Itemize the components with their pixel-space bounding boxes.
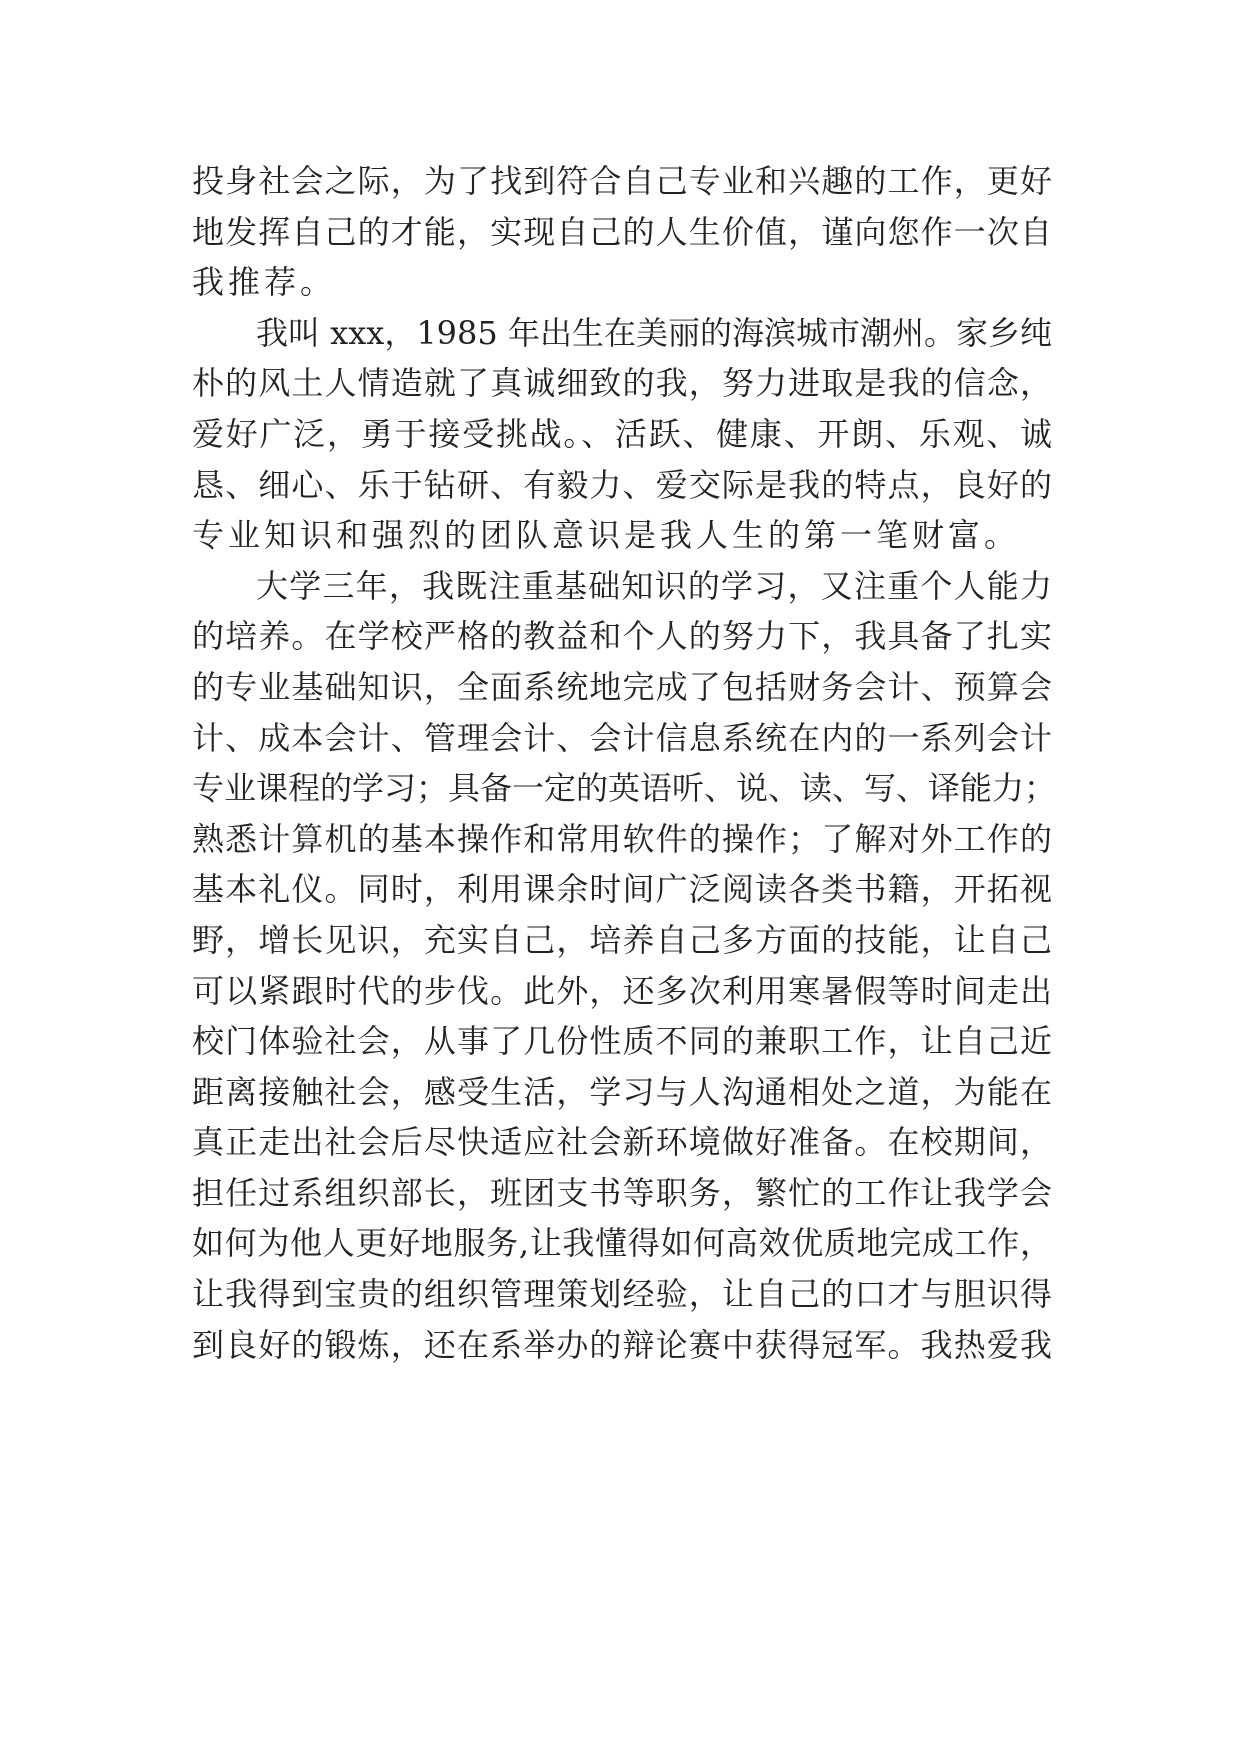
text-line: 让我得到宝贵的组织管理策划经验，让自己的口才与胆识得 <box>192 1275 1052 1314</box>
text-line: 爱好广泛，勇于接受挑战。、活跃、健康、开朗、乐观、诚 <box>192 414 1052 453</box>
text-line: 大学三年，我既注重基础知识的学习，又注重个人能力 <box>256 566 1052 605</box>
text-line: 野，增长见识，充实自己，培养自己多方面的技能，让自己 <box>192 920 1052 959</box>
text-line: 专业知识和强烈的团队意识是我人生的第一笔财富。 <box>192 516 1021 555</box>
text-line: 地发挥自己的才能，实现自己的人生价值，谨向您作一次自 <box>192 212 1052 251</box>
text-line: 的专业基础知识，全面系统地完成了包括财务会计、预算会 <box>192 667 1052 706</box>
text-line: 恳、细心、乐于钻研、有毅力、爱交际是我的特点，良好的 <box>192 465 1052 504</box>
text-line: 朴的风土人情造就了真诚细致的我，努力进取是我的信念， <box>192 364 1052 403</box>
text-line: 到良好的锻炼，还在系举办的辩论赛中获得冠军。我热爱我 <box>192 1325 1052 1364</box>
text-line: 基本礼仪。同时，利用课余时间广泛阅读各类书籍，开拓视 <box>192 870 1052 909</box>
text-line: 计、成本会计、管理会计、会计信息系统在内的一系列会计 <box>192 718 1052 757</box>
text-line: 我推荐。 <box>192 263 337 302</box>
text-line: 距离接触社会，感受生活，学习与人沟通相处之道，为能在 <box>192 1072 1052 1111</box>
text-line: 校门体验社会，从事了几份性质不同的兼职工作，让自己近 <box>192 1022 1052 1061</box>
paragraph-2 <box>192 308 1052 561</box>
text-line: 可以紧跟时代的步伐。此外，还多次利用寒暑假等时间走出 <box>192 971 1052 1010</box>
text-line: 如何为他人更好地服务,让我懂得如何高效优质地完成工作， <box>192 1224 1052 1263</box>
text-line: 我叫 xxx，1985 年出生在美丽的海滨城市潮州。家乡纯 <box>256 313 1052 352</box>
document-body <box>192 156 1057 1370</box>
paragraph-3 <box>192 561 1057 1371</box>
text-line: 担任过系组织部长，班团支书等职务，繁忙的工作让我学会 <box>192 1173 1052 1212</box>
text-line: 专业课程的学习；具备一定的英语听、说、读、写、译能力； <box>192 769 1057 808</box>
text-line: 投身社会之际，为了找到符合自己专业和兴趣的工作，更好 <box>192 162 1052 200</box>
paragraph-1 <box>192 156 1052 308</box>
text-line: 真正走出社会后尽快适应社会新环境做好准备。在校期间， <box>192 1123 1052 1162</box>
text-line: 的培养。在学校严格的教益和个人的努力下，我具备了扎实 <box>192 617 1052 656</box>
text-line: 熟悉计算机的基本操作和常用软件的操作；了解对外工作的 <box>192 819 1052 858</box>
